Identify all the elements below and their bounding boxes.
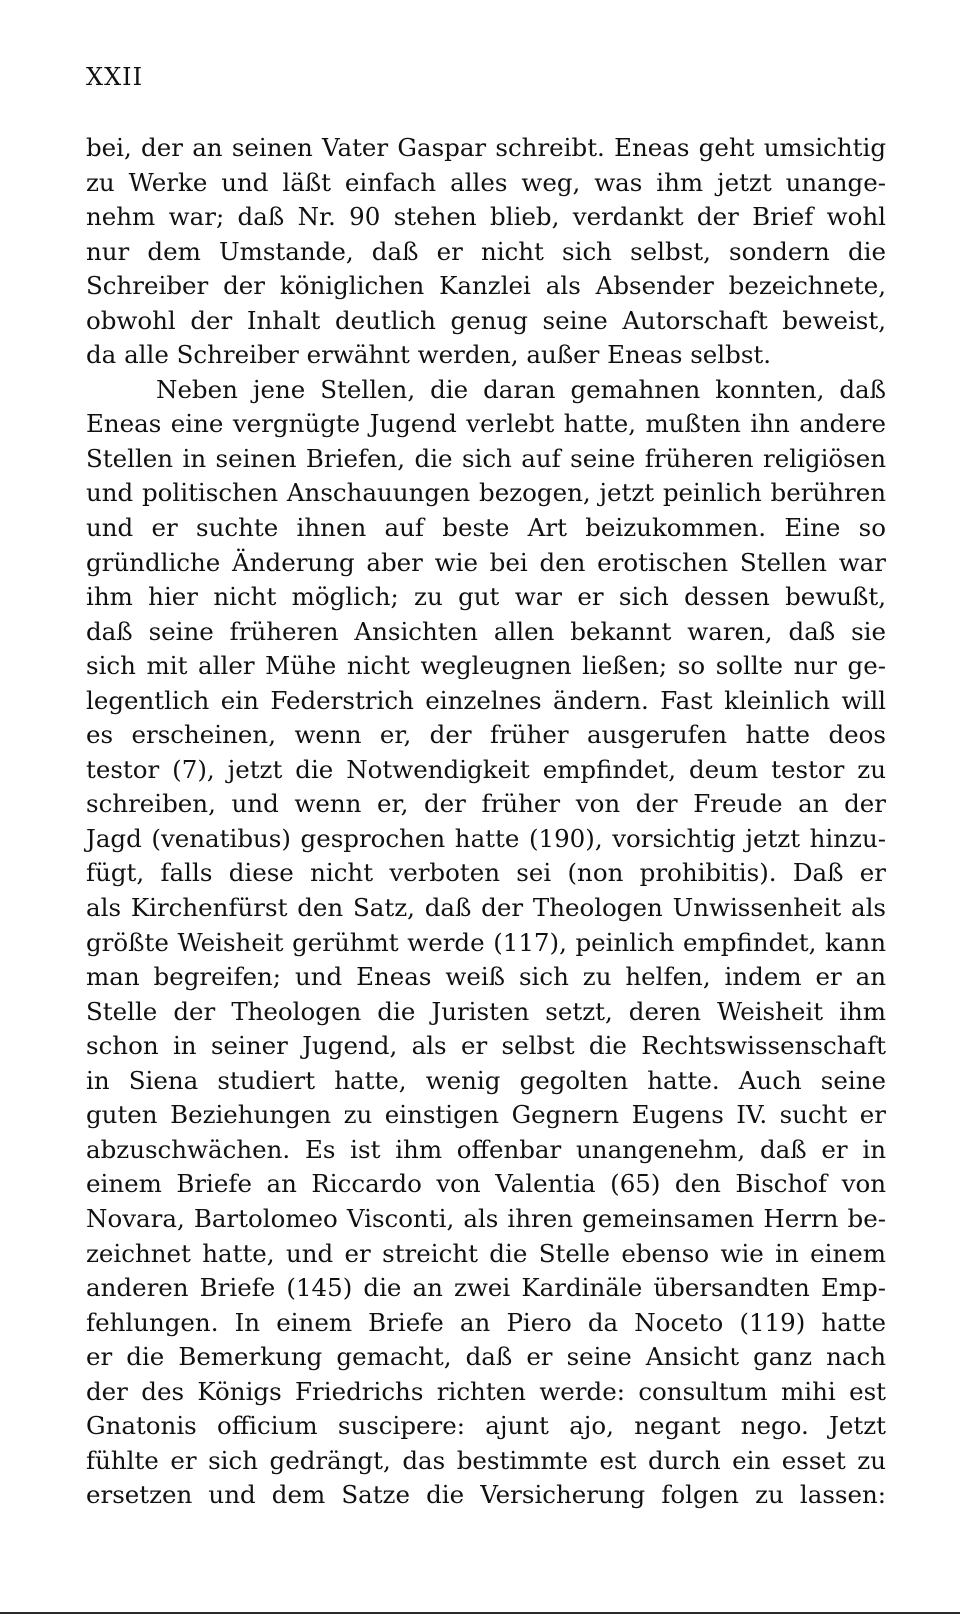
text-line: fügt, falls diese nicht verboten sei (non prohibitis). Daß er (86, 858, 886, 888)
text-line: bei, der an seinen Vater Gaspar schreibt. Eneas geht umsichtig (86, 133, 886, 162)
text-line: sich mit aller Mühe nicht wegleugnen ließen; so sollte nur ge- (86, 651, 886, 681)
text-line: der des Königs Friedrichs richten werde: consultum mihi est (86, 1376, 886, 1406)
text-line: zu Werke und läßt einfach alles weg, was ihm jetzt unange- (86, 167, 886, 197)
text-line: nehm war; daß Nr. 90 stehen blieb, verdankt der Brief wohl (86, 202, 886, 232)
text-line: fühlte er sich gedrängt, das bestimmte est durch ein esset zu (86, 1445, 886, 1475)
text-line: fehlungen. In einem Briefe an Piero da Noceto (119) hatte (86, 1307, 886, 1337)
text-line: Stellen in seinen Briefen, die sich auf seine früheren religiösen (86, 443, 886, 473)
text-line: in Siena studiert hatte, wenig gegolten hatte. Auch seine (86, 1065, 886, 1095)
text-line: zeichnet hatte, und er streicht die Stelle ebenso wie in einem (86, 1238, 886, 1268)
text-line: Jagd (venatibus) gesprochen hatte (190), vorsichtig jetzt hinzu- (86, 823, 886, 853)
text-line: obwohl der Inhalt deutlich genug seine Autorschaft beweist, (86, 305, 886, 335)
page-bottom-rule (0, 1612, 960, 1614)
text-line: daß seine früheren Ansichten allen bekannt waren, daß sie (86, 616, 886, 646)
text-line: gründliche Änderung aber wie bei den erotischen Stellen war (86, 547, 886, 577)
paragraph-start-line: Neben jene Stellen, die daran gemahnen konnten, daß (156, 374, 886, 404)
text-line: er die Bemerkung gemacht, daß er seine Ansicht ganz nach (86, 1342, 886, 1372)
text-line: und politischen Anschauungen bezogen, jetzt peinlich berühren (86, 478, 886, 508)
text-line: und er suchte ihnen auf beste Art beizukommen. Eine so (86, 513, 886, 543)
text-line: da alle Schreiber erwähnt werden, außer Eneas selbst. (86, 340, 772, 370)
text-line: schon in seiner Jugend, als er selbst die Rechtswissenschaft (86, 1031, 886, 1061)
body-text (86, 131, 886, 1513)
text-line: größte Weisheit gerühmt werde (117), peinlich empfindet, kann (86, 927, 886, 957)
text-line: Eneas eine vergnügte Jugend verlebt hatte, mußten ihn andere (86, 409, 886, 439)
text-line: Novara, Bartolomeo Visconti, als ihren gemeinsamen Herrn be- (86, 1203, 886, 1233)
text-line: ersetzen und dem Satze die Versicherung folgen zu lassen: (86, 1480, 886, 1510)
text-line: testor (7), jetzt die Notwendigkeit empfindet, deum testor zu (86, 754, 886, 784)
text-line: schreiben, und wenn er, der früher von der Freude an der (86, 789, 886, 819)
page-number: XXII (86, 63, 144, 91)
text-line: guten Beziehungen zu einstigen Gegnern Eugens IV. sucht er (86, 1100, 886, 1130)
text-line: anderen Briefe (145) die an zwei Kardinäle übersandten Emp- (86, 1273, 886, 1303)
text-line: nur dem Umstande, daß er nicht sich selbst, sondern die (86, 236, 886, 266)
text-line: es erscheinen, wenn er, der früher ausgerufen hatte deos (86, 720, 886, 750)
text-line: ihm hier nicht möglich; zu gut war er sich dessen bewußt, (86, 582, 886, 612)
text-line: man begreifen; und Eneas weiß sich zu helfen, indem er an (86, 962, 886, 992)
text-line: Stelle der Theologen die Juristen setzt, deren Weisheit ihm (86, 996, 886, 1026)
text-line: abzuschwächen. Es ist ihm offenbar unangenehm, daß er in (86, 1134, 886, 1164)
text-line: Schreiber der königlichen Kanzlei als Absender bezeichnete, (86, 271, 886, 301)
text-line: einem Briefe an Riccardo von Valentia (65) den Bischof von (86, 1169, 886, 1199)
text-line: Gnatonis officium suscipere: ajunt ajo, negant nego. Jetzt (86, 1411, 886, 1441)
text-line: als Kirchenfürst den Satz, daß der Theologen Unwissenheit als (86, 893, 886, 923)
text-line: legentlich ein Federstrich einzelnes ändern. Fast kleinlich will (86, 685, 886, 715)
